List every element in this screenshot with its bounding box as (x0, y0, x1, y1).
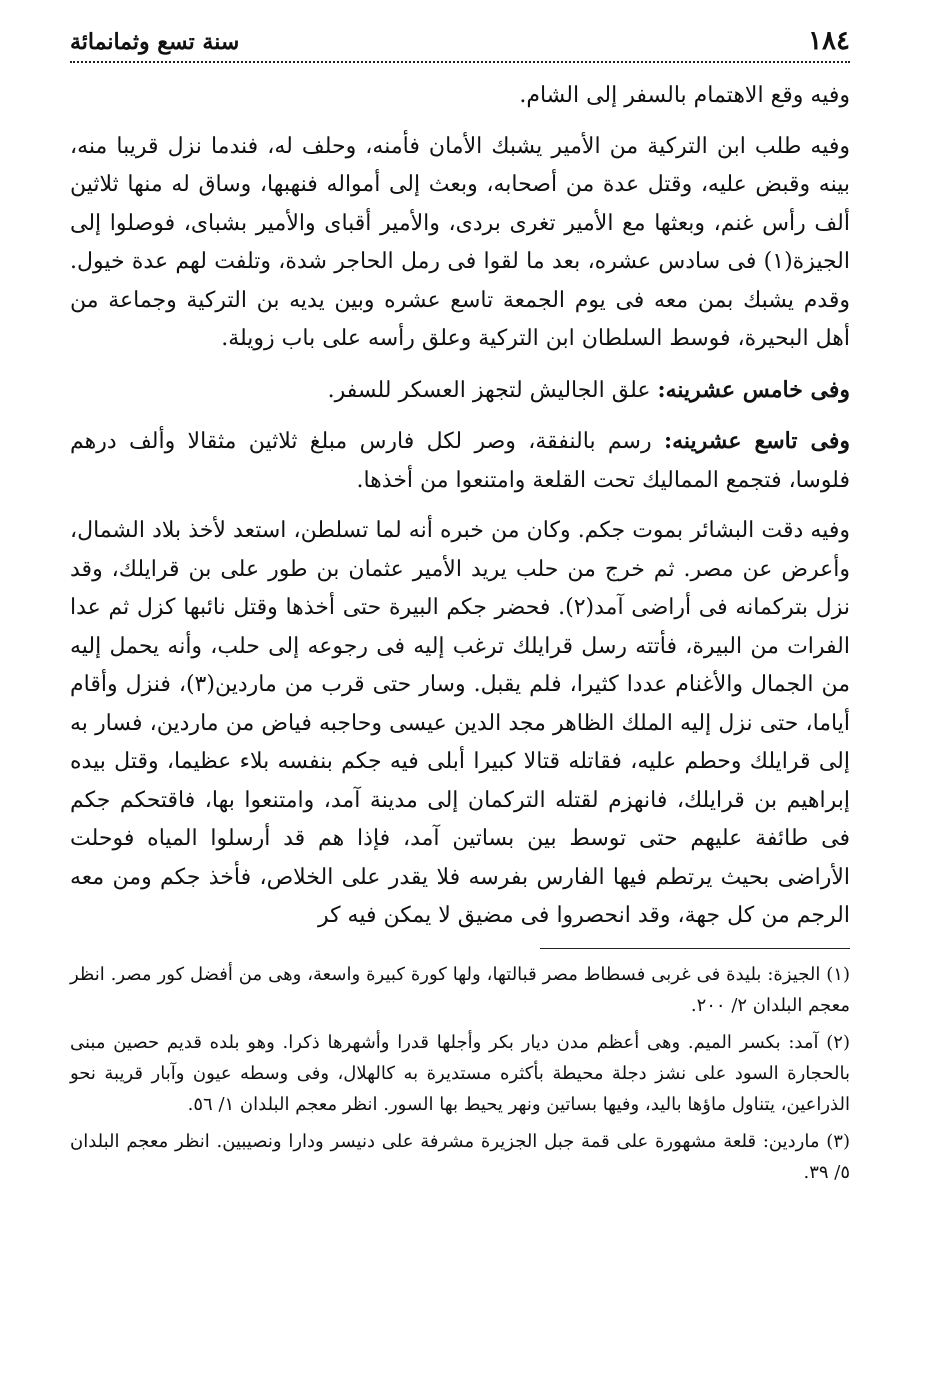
footnote-3: (٣) ماردين: قلعة مشهورة على قمة جبل الجزيرة مشرفة على دنيسر ودارا ونصيبين. انظر معجم البلدان ٥/ ٣٩. (70, 1130, 850, 1183)
footnote-1: (١) الجيزة: بليدة فى غربى فسطاط مصر قبالتها، ولها كورة كبيرة واسعة، وهى من أفضل كور مصر. انظر معجم البلدان ٢/ ٢٠٠. (70, 963, 850, 1016)
paragraph-4 (70, 422, 850, 500)
paragraph-lead: وفى تاسع عشرينه: (663, 428, 850, 454)
paragraph-text: رسم بالنفقة، وصر لكل فارس مبلغ ثلاثين مثقالا وألف درهم فلوسا، فتجمع المماليك تحت القلعة وامتنعوا من أخذها. (70, 429, 850, 493)
paragraph-text: وفيه دقت البشائر بموت جكم. وكان من خبره أنه لما تسلطن، استعد لأخذ بلاد الشمال، وأعرض عن مصر. ثم خرج من حلب يريد الأمير عثمان بن طور على بن قرايلك، وقد نزل بتركمانه فى أراضى آمد(٢). فحضر جكم البيرة حتى أخذها وقتل نائبها كزل ثم عدا الفرات من البيرة، فأتته رسل قرايلك ترغب إليه فى رجوعه إلى حلب، وأنه يحمل إليه من الجمال والأغنام عددا كثيرا، فلم يقبل. وسار حتى قرب من ماردين(٣)، فنزل وأقام أياما، حتى نزل إليه الملك الظاهر مجد الدين عيسى وحاجبه فياض من ماردين، فسار به إلى قرايلك وحطم عليه، فقاتله قتالا كبيرا أبلى فيه جكم بنفسه بلاء عظيما، وقتل بيده إبراهيم بن قرايلك، فانهزم لقتله التركمان إلى مدينة آمد، وامتنعوا بها، فاقتحكم جكم فى طائفة عليهم حتى توسط بين بساتين آمد، فإذا هم قد أرسلوا المياه فوحلت الأراضى بحيث يرتطم فيها الفارس بفرسه فلا يقدر على الخلاص، فأخذ جكم ومن معه الرجم من كل جهة، وقد انحصروا فى مضيق لا يمكن فيه كر (70, 518, 850, 928)
paragraph-text: وفيه وقع الاهتمام بالسفر إلى الشام. (519, 83, 850, 108)
footnote-divider (540, 948, 850, 949)
running-header (70, 26, 850, 63)
paragraph-text: وفيه طلب ابن التركية من الأمير يشبك الأمان فأمنه، وحلف له، فندما نزل قريبا منه، بينه وقبض عليه، وقتل عدة من أصحابه، وبعث إلى أمواله فنهبها، وساق له منها ثلاثين ألف رأس غنم، وبعثها مع الأمير تغرى بردى، والأمير أقباى والأمير بشباى، فوصلوا إلى الجيزة(١) فى سادس عشره، بعد ما لقوا فى رمل الحاجر شدة، وتلفت لهم عدة خيول. وقدم يشبك بمن معه فى يوم الجمعة تاسع عشره وبين يديه بن التركية وجماعة من أهل البحيرة، فوسط السلطان ابن التركية وعلق رأسه على باب زويلة. (70, 133, 850, 351)
paragraph-2 (70, 128, 850, 359)
paragraph-lead: وفى خامس عشرينه: (657, 376, 850, 403)
page-number: ١٨٤ (808, 26, 850, 56)
main-text (70, 77, 850, 936)
running-title: سنة تسع وثمانمائة (70, 29, 240, 55)
paragraph-3 (70, 371, 850, 411)
paragraph-text: علق الجاليش لتجهز العسكر للسفر. (327, 377, 658, 403)
paragraph-1 (70, 77, 850, 116)
book-page (70, 26, 850, 1194)
paragraph-5 (70, 512, 850, 936)
footnotes (70, 959, 850, 1188)
footnote-2: (٢) آمد: بكسر الميم. وهى أعظم مدن ديار بكر وأجلها قدرا وأشهرها ذكرا. وهو بلده قديم حصين مبنى بالحجارة السود على نشز دجلة محيطة بأكثره مستديرة به كالهلال، وفى وسطه عيون وآبار قريبة نحو الذراعين، يتناول ماؤها باليد، وفيها بساتين ونهر يحيط بها السور. انظر معجم البلدان ١/ ٥٦. (70, 1031, 850, 1115)
